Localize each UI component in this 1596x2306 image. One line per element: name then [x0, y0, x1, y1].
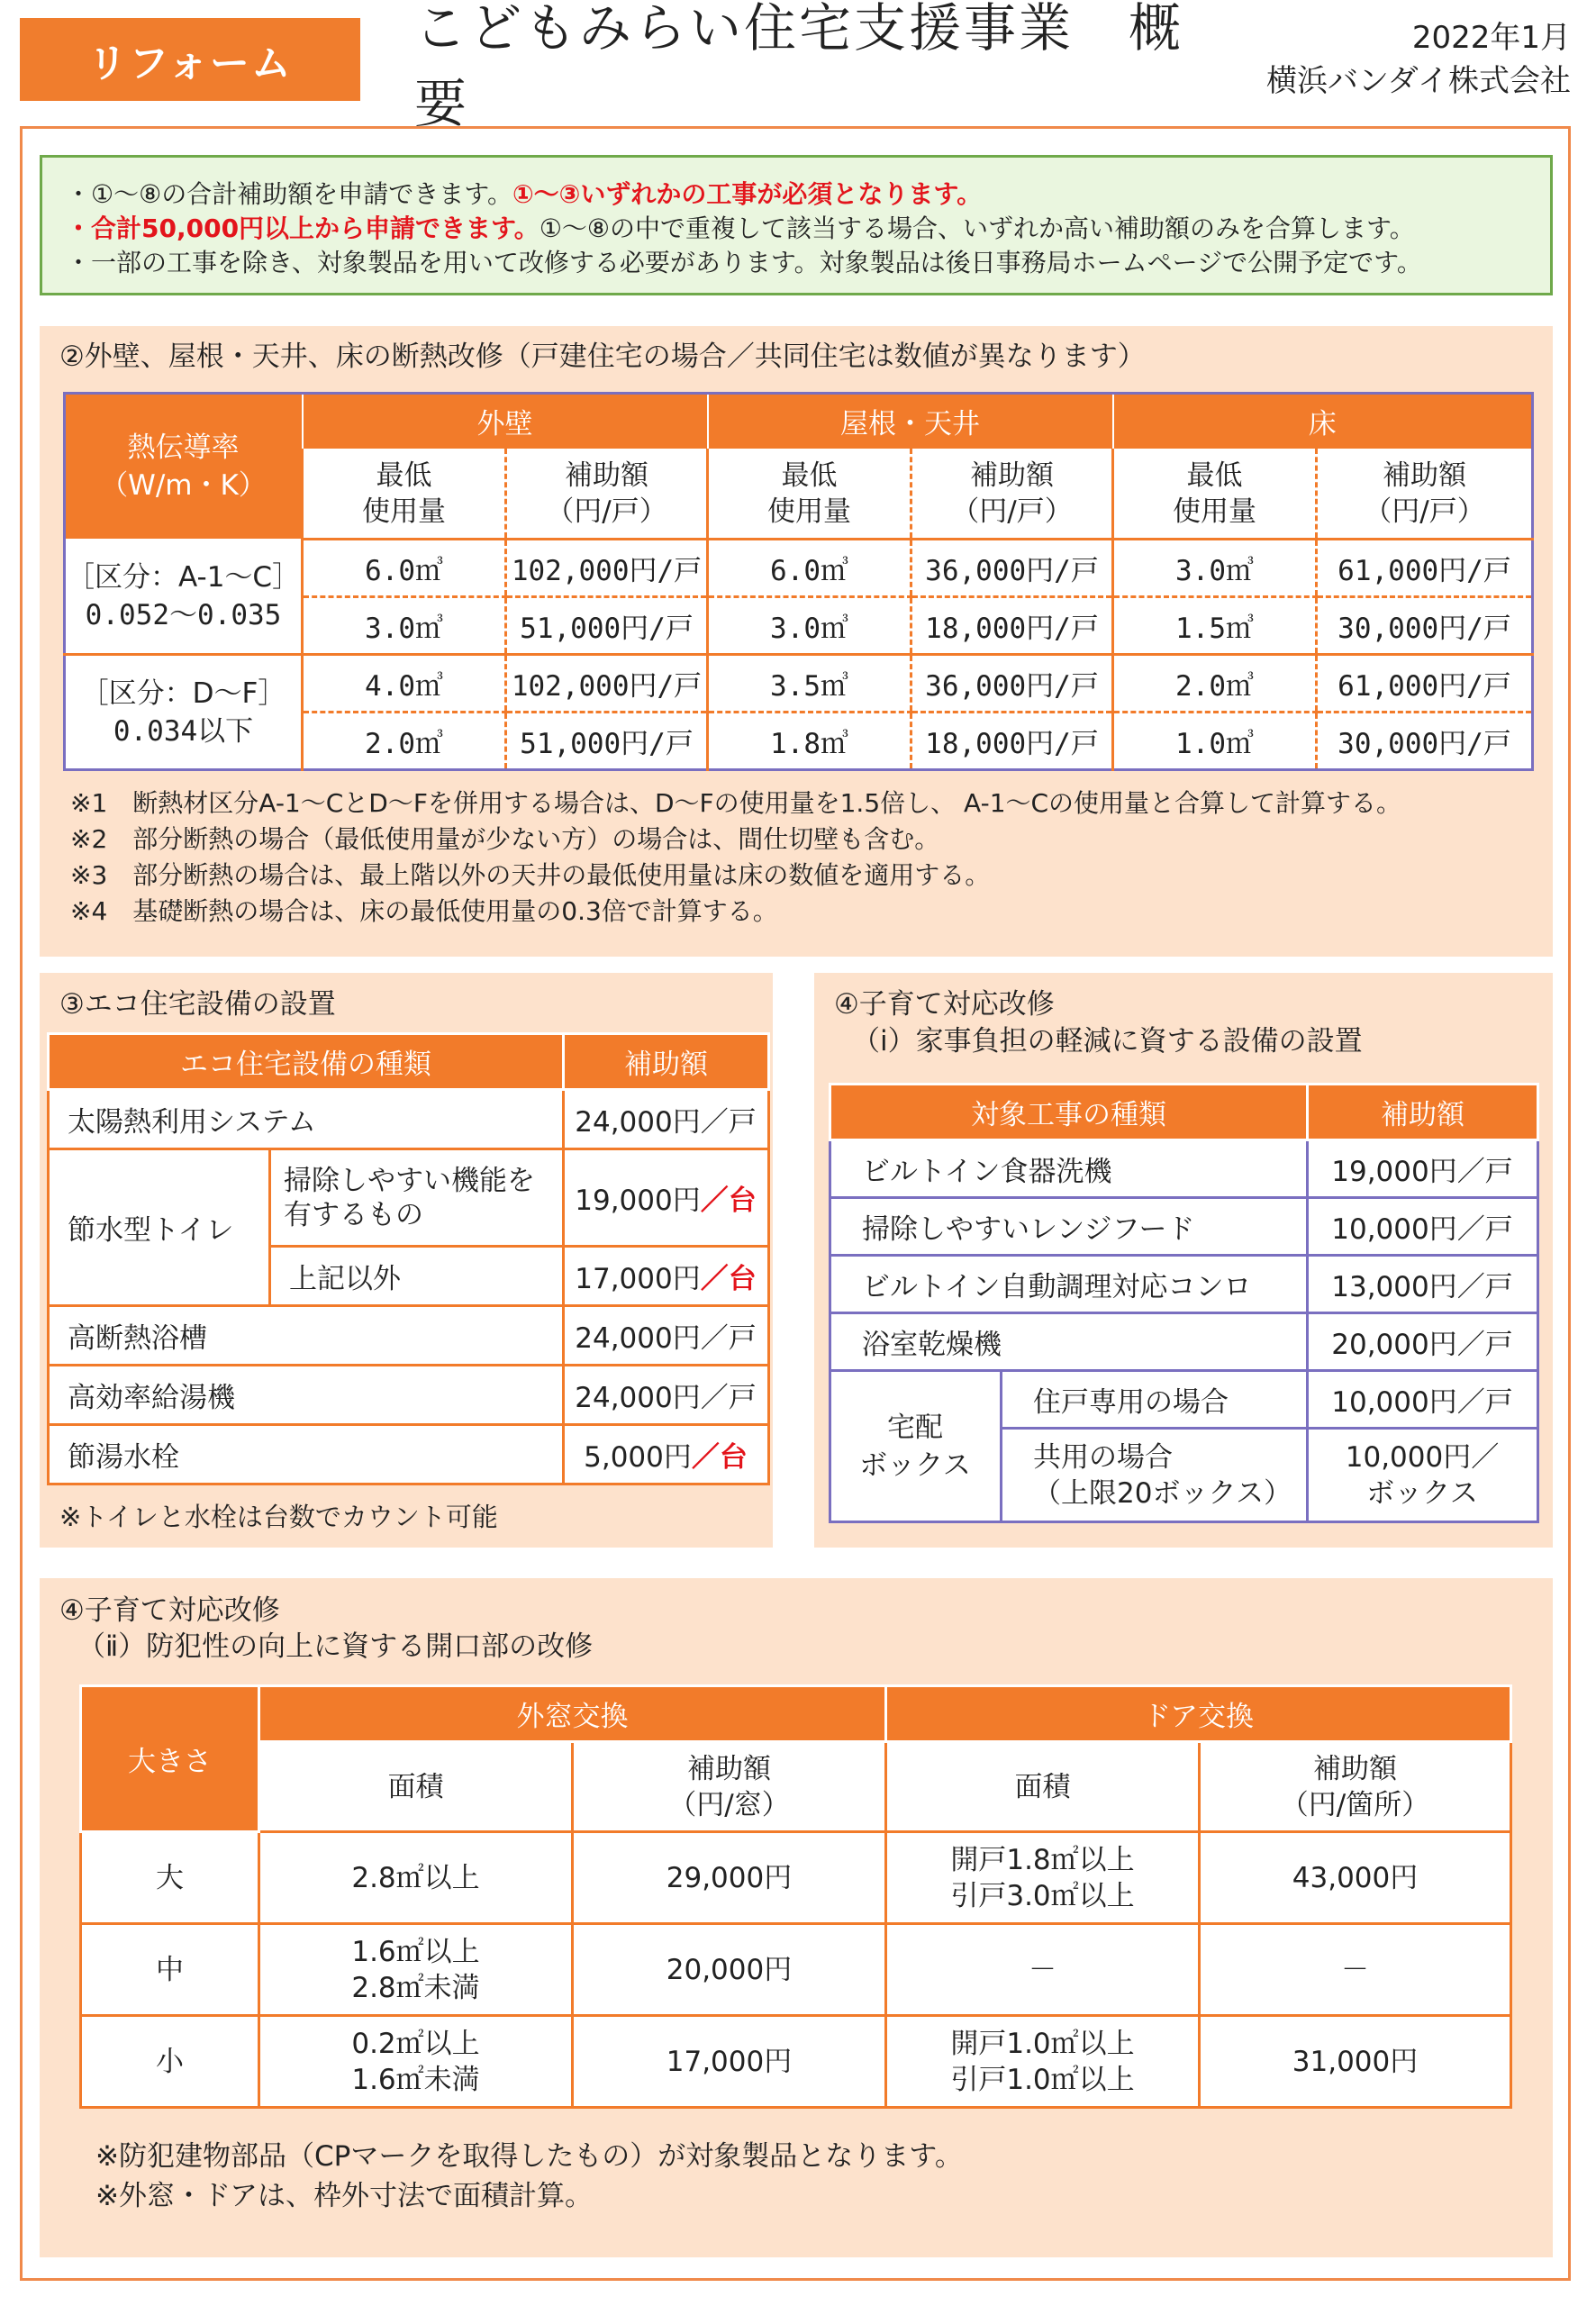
kids-amount: 10,000円／ ボックス [1308, 1429, 1538, 1522]
eco-amount [564, 1425, 769, 1484]
table-cell: 6.0㎥ [303, 540, 506, 597]
subheader-amount: 補助額 （円/戸） [506, 449, 708, 540]
conductivity-unit: （W/m・K） [100, 468, 267, 502]
table-cell: 30,000円/戸 [1317, 713, 1533, 770]
conductivity-label: 熱伝導率 [127, 431, 240, 464]
kids-item-delivery-box: 宅配 ボックス [830, 1371, 1002, 1522]
table-cell: 3.0㎥ [708, 597, 911, 655]
table-cell: 18,000円/戸 [911, 597, 1113, 655]
note-line: ※4 基礎断熱の場合は、床の最低使用量の0.3倍で計算する。 [70, 896, 778, 926]
kids-col-type: 対象工事の種類 [830, 1085, 1308, 1140]
eco-col-type: エコ住宅設備の種類 [49, 1034, 564, 1090]
table-cell: 0.2㎡以上 1.6㎡未満 [259, 2016, 573, 2108]
kids-col-amount: 補助額 [1308, 1085, 1538, 1140]
eco-table [47, 1032, 770, 1485]
group-header-floor: 床 [1113, 394, 1533, 449]
notice-emphasis: ①～③いずれかの工事が必須となります。 [512, 179, 983, 209]
amount-value: 5,000円 [584, 1441, 692, 1474]
company-name: 横浜バンダイ株式会社 [1266, 63, 1571, 99]
table-cell: 1.0㎥ [1113, 713, 1317, 770]
amount-value: 19,000円 [575, 1185, 701, 1217]
notice-text: ・①～⑧の合計補助額を申請できます。 [66, 179, 512, 209]
table-cell: 2.0㎥ [303, 713, 506, 770]
class-d-label: ［区分：D～F］ [80, 676, 286, 710]
security-subtitle: （ⅱ）防犯性の向上に資する開口部の改修 [77, 1630, 594, 1663]
kids-amount: 10,000円／戸 [1308, 1371, 1538, 1429]
table-cell: 102,000円/戸 [506, 540, 708, 597]
group-header-roof: 屋根・天井 [708, 394, 1113, 449]
table-cell: 開戸1.8㎡以上 引戸3.0㎡以上 [886, 1832, 1200, 1924]
table-cell: 6.0㎥ [708, 540, 911, 597]
table-cell: 4.0㎥ [303, 655, 506, 713]
table-cell: 2.0㎥ [1113, 655, 1317, 713]
eco-item-bath: 高断熱浴槽 [49, 1306, 564, 1366]
note-line: ※1 断熱材区分A-1～CとD～Fを併用する場合は、D～Fの使用量を1.5倍し、 A-1～Cの使用量と合算して計算する。 [70, 788, 1402, 818]
table-cell: 1.5㎥ [1113, 597, 1317, 655]
table-cell: 51,000円/戸 [506, 597, 708, 655]
notice-text: ①～⑧の中で重複して該当する場合、いずれか高い補助額のみを合算します。 [539, 213, 1415, 243]
eco-item-solar: 太陽熱利用システム [49, 1090, 564, 1149]
eco-item-toilet: 節水型トイレ [49, 1149, 270, 1306]
notice-line-2 [66, 212, 1527, 246]
table-cell: － [1200, 1924, 1511, 2016]
table-cell: － [886, 1924, 1200, 2016]
security-notes [95, 2137, 963, 2216]
kids-subtitle: （ⅰ）家事負担の軽減に資する設備の設置 [852, 1025, 1363, 1058]
amount-value: 17,000円 [575, 1263, 701, 1295]
eco-amount: 24,000円／戸 [564, 1090, 769, 1149]
eco-item-faucet: 節湯水栓 [49, 1425, 564, 1484]
subheader-min: 最低 使用量 [1113, 449, 1317, 540]
insulation-title: ②外壁、屋根・天井、床の断熱改修（戸建住宅の場合／共同住宅は数値が異なります） [59, 340, 1146, 373]
size-large: 大 [81, 1832, 259, 1924]
eco-amount: 24,000円／戸 [564, 1366, 769, 1425]
eco-item-heater: 高効率給湯機 [49, 1366, 564, 1425]
subheader-amount: 補助額 （円/戸） [1317, 449, 1533, 540]
notice-emphasis: ・合計50,000円以上から申請できます。 [66, 213, 540, 243]
conductivity-header [65, 394, 303, 540]
eco-note: ※トイレと水栓は台数でカウント可能 [59, 1502, 498, 1532]
class-a-cell [65, 540, 303, 655]
unit-label: ／台 [700, 1185, 757, 1217]
category-tag: リフォーム [20, 18, 360, 101]
unit-label: ／台 [700, 1263, 757, 1295]
subheader-area: 面積 [259, 1742, 573, 1832]
size-small: 小 [81, 2016, 259, 2108]
table-cell: 2.8㎡以上 [259, 1832, 573, 1924]
security-table [79, 1684, 1512, 2109]
subheader-min: 最低 使用量 [708, 449, 911, 540]
security-title: ④子育て対応改修 [59, 1594, 280, 1627]
kids-item: 掃除しやすいレンジフード [830, 1198, 1308, 1256]
notice-line-1 [66, 177, 1527, 212]
class-a-range: 0.052～0.035 [85, 599, 282, 632]
table-cell: 31,000円 [1200, 2016, 1511, 2108]
class-d-cell [65, 655, 303, 770]
col-window: 外窓交換 [259, 1686, 886, 1742]
subheader-window-amount: 補助額 （円/窓） [573, 1742, 886, 1832]
insulation-table [63, 392, 1534, 771]
table-cell: 1.6㎡以上 2.8㎡未満 [259, 1924, 573, 2016]
table-cell: 102,000円/戸 [506, 655, 708, 713]
table-cell: 61,000円/戸 [1317, 540, 1533, 597]
size-medium: 中 [81, 1924, 259, 2016]
subheader-amount: 補助額 （円/戸） [911, 449, 1113, 540]
class-d-range: 0.034以下 [113, 714, 254, 748]
note-line: ※3 部分断熱の場合は、最上階以外の天井の最低使用量は床の数値を適用する。 [70, 860, 991, 890]
table-cell: 43,000円 [1200, 1832, 1511, 1924]
kids-item: ビルトイン自動調理対応コンロ [830, 1256, 1308, 1313]
note-line: ※2 部分断熱の場合（最低使用量が少ない方）の場合は、間仕切壁も含む。 [70, 824, 940, 854]
kids-table [829, 1083, 1539, 1523]
table-cell: 3.0㎥ [1113, 540, 1317, 597]
kids-title: ④子育て対応改修 [834, 988, 1055, 1021]
table-cell: 36,000円/戸 [911, 655, 1113, 713]
table-cell: 開戸1.0㎡以上 引戸1.0㎡以上 [886, 2016, 1200, 2108]
group-header-wall: 外壁 [303, 394, 708, 449]
eco-amount: 24,000円／戸 [564, 1306, 769, 1366]
kids-item: 住戸専用の場合 [1002, 1371, 1308, 1429]
eco-title: ③エコ住宅設備の設置 [59, 988, 336, 1021]
unit-label: ／台 [691, 1441, 748, 1474]
subheader-min: 最低 使用量 [303, 449, 506, 540]
kids-amount: 10,000円／戸 [1308, 1198, 1538, 1256]
table-cell: 51,000円/戸 [506, 713, 708, 770]
table-cell: 20,000円 [573, 1924, 886, 2016]
insulation-notes [70, 785, 1401, 930]
kids-item: ビルトイン食器洗機 [830, 1140, 1308, 1198]
table-cell: 36,000円/戸 [911, 540, 1113, 597]
kids-amount: 13,000円／戸 [1308, 1256, 1538, 1313]
subheader-door-amount: 補助額 （円/箇所） [1200, 1742, 1511, 1832]
table-cell: 29,000円 [573, 1832, 886, 1924]
kids-amount: 19,000円／戸 [1308, 1140, 1538, 1198]
table-cell: 3.5㎥ [708, 655, 911, 713]
eco-col-amount: 補助額 [564, 1034, 769, 1090]
col-size: 大きさ [81, 1686, 259, 1832]
table-cell: 30,000円/戸 [1317, 597, 1533, 655]
eco-item-toilet-other: 上記以外 [270, 1247, 564, 1306]
note-line: ※防犯建物部品（CPマークを取得したもの）が対象製品となります。 [95, 2140, 963, 2173]
kids-item: 浴室乾燥機 [830, 1313, 1308, 1371]
col-door: ドア交換 [886, 1686, 1511, 1742]
table-cell: 17,000円 [573, 2016, 886, 2108]
page-title: こどもみらい住宅支援事業 概要 [414, 0, 1184, 134]
eco-amount [564, 1149, 769, 1247]
note-line: ※外窓・ドアは、枠外寸法で面積計算。 [95, 2180, 594, 2212]
notice-box [40, 155, 1553, 295]
eco-amount [564, 1247, 769, 1306]
kids-amount: 20,000円／戸 [1308, 1313, 1538, 1371]
table-cell: 61,000円/戸 [1317, 655, 1533, 713]
class-a-label: ［区分：A-1～C］ [67, 561, 301, 595]
subheader-area: 面積 [886, 1742, 1200, 1832]
header-meta [1266, 16, 1571, 103]
table-cell: 1.8㎥ [708, 713, 911, 770]
notice-line-3: ・一部の工事を除き、対象製品を用いて改修する必要があります。対象製品は後日事務局ホームページで公開予定です。 [66, 248, 1422, 277]
eco-item-toilet-clean: 掃除しやすい機能を 有するもの [270, 1149, 564, 1247]
issue-date: 2022年1月 [1411, 20, 1571, 56]
table-cell: 18,000円/戸 [911, 713, 1113, 770]
kids-item: 共用の場合 （上限20ボックス） [1002, 1429, 1308, 1522]
table-cell: 3.0㎥ [303, 597, 506, 655]
